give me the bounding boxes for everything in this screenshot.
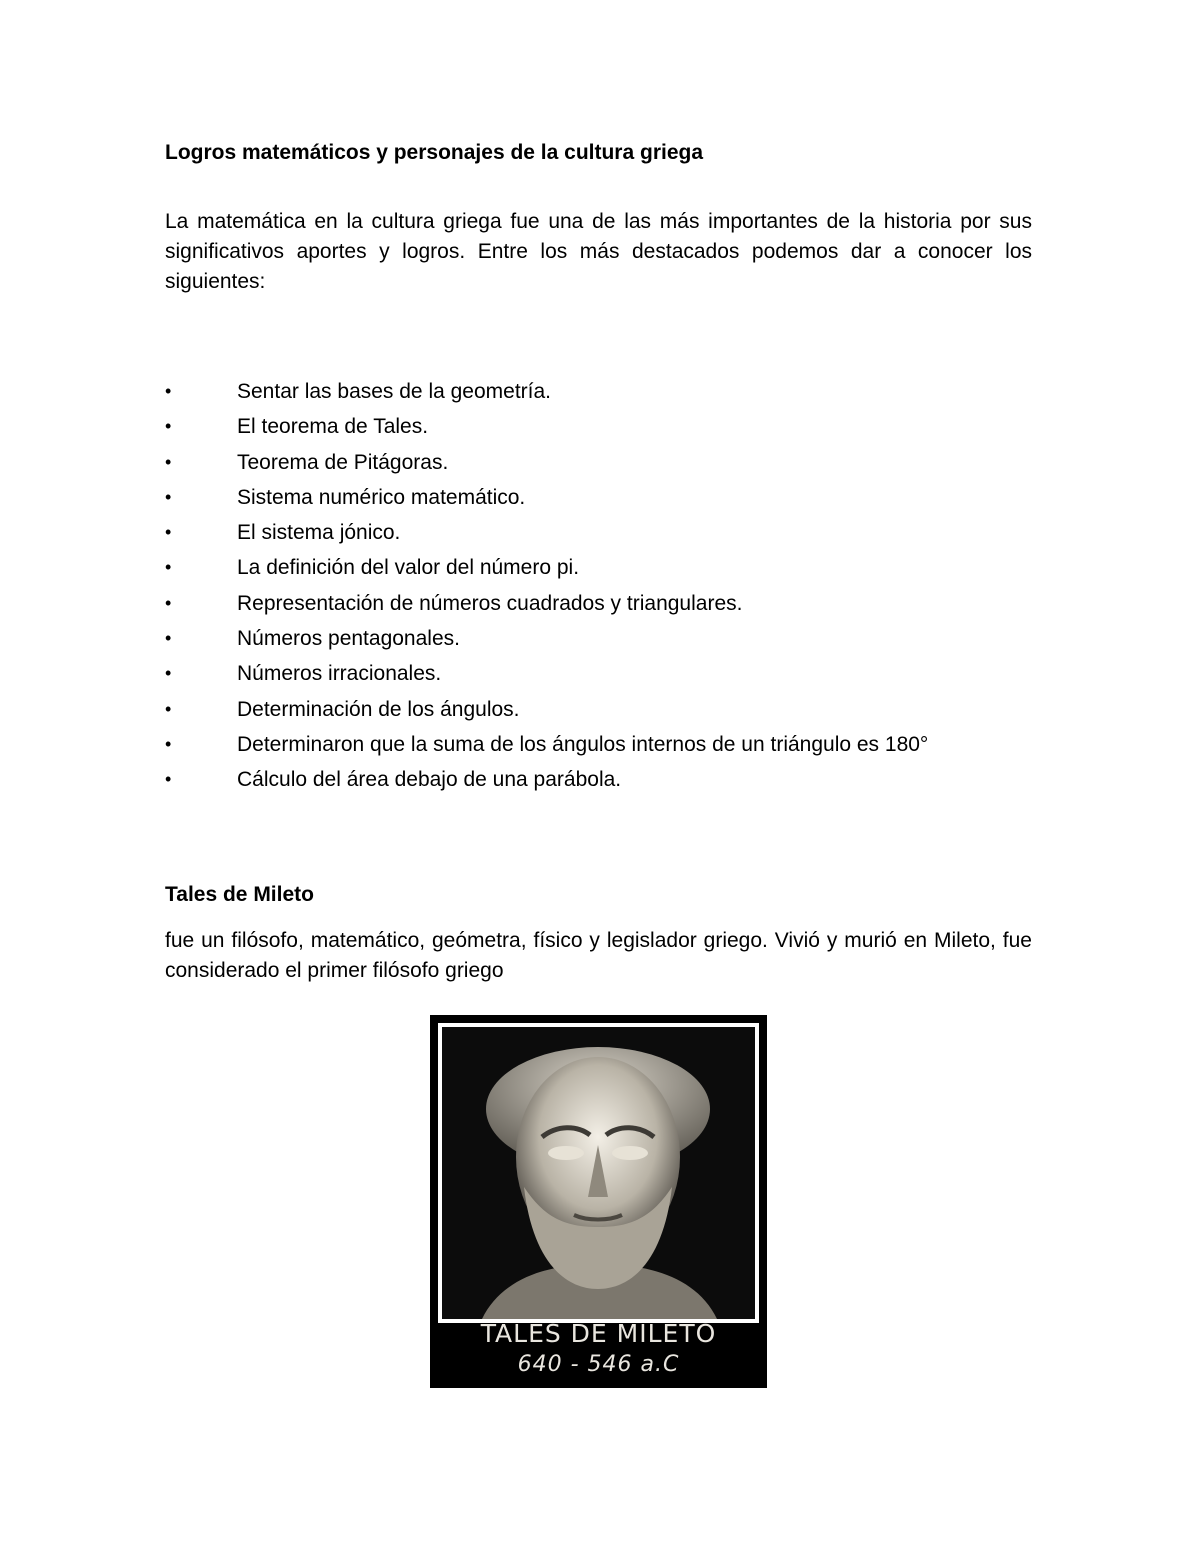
page-title: Logros matemáticos y personajes de la cultura griega	[165, 141, 704, 164]
portrait-caption-name: TALES DE MILETO	[480, 1319, 717, 1348]
bullet-icon: •	[165, 628, 172, 649]
bullet-icon: •	[165, 416, 172, 437]
section-paragraph: fue un filósofo, matemático, geómetra, físico y legislador griego. Vivió y murió en Mileto, fue considerado el primer filósofo griego	[165, 929, 1032, 982]
section-title: Tales de Mileto	[165, 883, 314, 906]
portrait-caption-dates: 640 - 546 a.C	[517, 1352, 680, 1377]
bullet-icon: •	[165, 451, 172, 472]
list-item-text: Sistema numérico matemático.	[237, 485, 526, 509]
list-item-text: La definición del valor del número pi.	[237, 556, 580, 580]
list-item-text: Teorema de Pitágoras.	[237, 450, 449, 474]
portrait-frame	[438, 1023, 759, 1323]
list-item-text: Determinación de los ángulos.	[237, 697, 520, 721]
list-item-text: Determinaron que la suma de los ángulos internos de un triángulo es 180°	[237, 732, 929, 756]
list-item-text: Representación de números cuadrados y triangulares.	[237, 591, 743, 615]
list-item-text: Cálculo del área debajo de una parábola.	[237, 768, 622, 792]
list-item-text: Números pentagonales.	[237, 627, 460, 651]
bullet-icon: •	[165, 663, 172, 684]
bullet-icon: •	[165, 557, 172, 578]
portrait-image	[430, 1015, 767, 1388]
bullet-icon: •	[165, 486, 172, 507]
list-item-text: Sentar las bases de la geometría.	[237, 380, 552, 403]
bullet-icon: •	[165, 381, 172, 401]
bullet-icon: •	[165, 592, 172, 613]
bullet-icon: •	[165, 698, 172, 719]
list-item-text: El teorema de Tales.	[237, 415, 429, 439]
bullet-icon: •	[165, 769, 172, 790]
bust-illustration	[442, 1027, 755, 1319]
bullet-icon: •	[165, 733, 172, 754]
list-item-text: Números irracionales.	[237, 662, 442, 686]
list-item-text: El sistema jónico.	[237, 521, 401, 545]
bullet-icon: •	[165, 522, 172, 543]
intro-paragraph: La matemática en la cultura griega fue una de las más importantes de la historia por sus significativos aportes y logros. Entre los más destacados podemos dar a conocer los siguientes:	[165, 210, 1032, 293]
